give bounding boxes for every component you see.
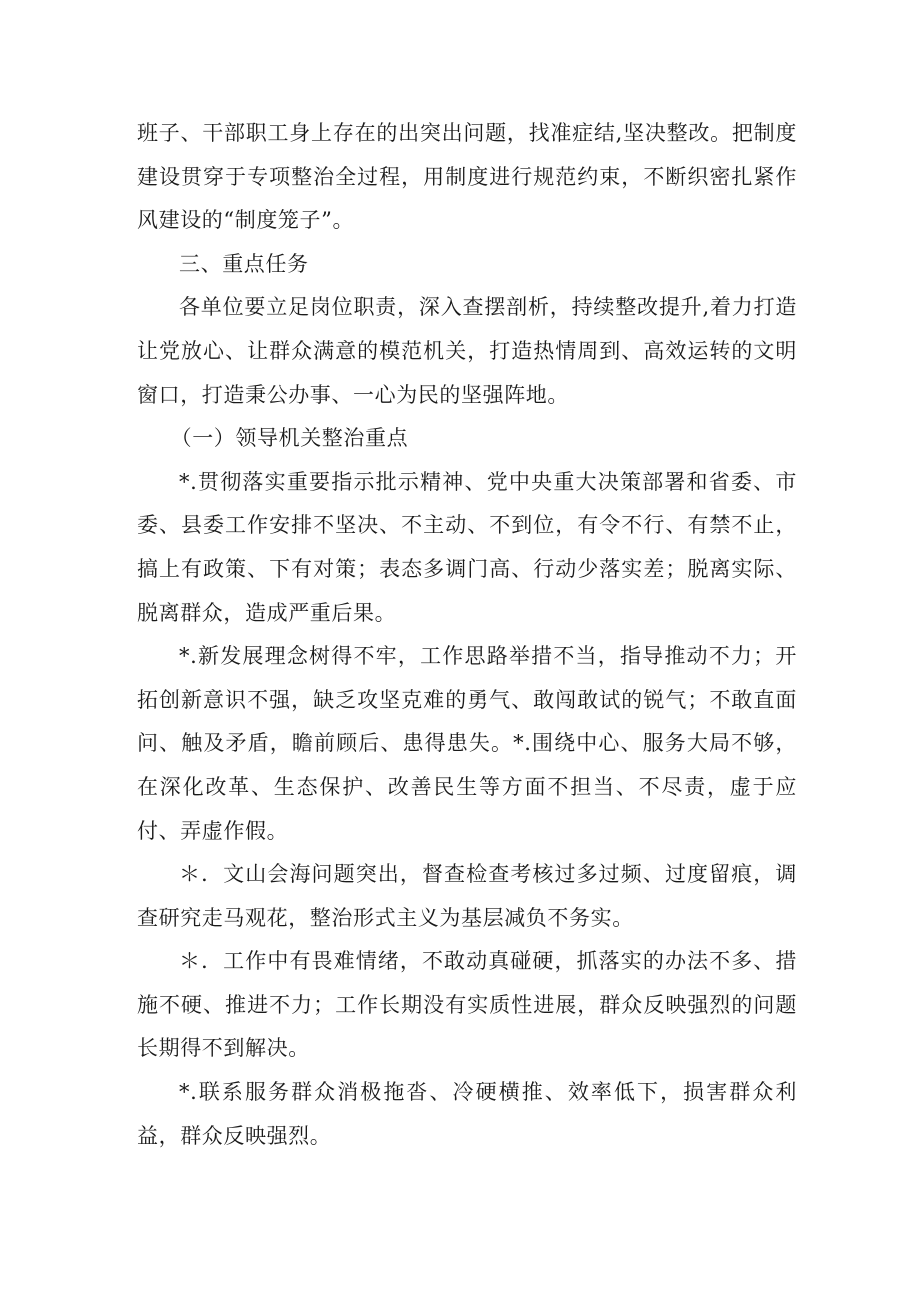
paragraph-intro: 各单位要立足岗位职责，深入查摆剖析，持续整改提升,着力打造让党放心、让群众满意的模范机关，打造热情周到、高效运转的文明窗口，打造秉公办事、一心为民的坚强阵地。 (137, 295, 797, 407)
paragraph-item: *.贯彻落实重要指示批示精神、党中央重大决策部署和省委、市委、县委工作安排不坚决、不主动、不到位，有令不行、有禁不止，搞上有政策、下有对策；表态多调门高、行动少落实差；脱离实际、脱离群众，造成严重后果。 (137, 469, 797, 625)
section-heading: 三、重点任务 (179, 251, 309, 276)
subsection-heading: （一）领导机关整治重点 (170, 426, 409, 451)
paragraph-continuation: 班子、干部职工身上存在的出突出问题，找准症结,坚决整改。把制度建设贯穿于专项整治全过程，用制度进行规范约束，不断织密扎紧作风建设的“制度笼子”。 (137, 121, 797, 233)
paragraph-item: *.联系服务群众消极拖沓、冷硬横推、效率低下，损害群众利益，群众反映强烈。 (137, 1080, 797, 1148)
paragraph-item: ＊．工作中有畏难情绪，不敢动真碰硬，抓落实的办法不多、措施不硬、推进不力；工作长期没有实质性进展，群众反映强烈的问题长期得不到解决。 (137, 949, 797, 1061)
paragraph-item: *.新发展理念树得不牢，工作思路举措不当，指导推动不力；开拓创新意识不强，缺乏攻坚克难的勇气、敢闯敢试的锐气；不敢直面问、触及矛盾，瞻前顾后、患得患失。*.围绕中心、服务大局不够，在深化改革、生态保护、改善民生等方面不担当、不尽责，虚于应付、弄虚作假。 (137, 644, 797, 843)
document-body (137, 112, 797, 1158)
paragraph-item: ＊．文山会海问题突出，督查检查考核过多过频、过度留痕，调查研究走马观花，整治形式主义为基层减负不务实。 (137, 862, 797, 930)
